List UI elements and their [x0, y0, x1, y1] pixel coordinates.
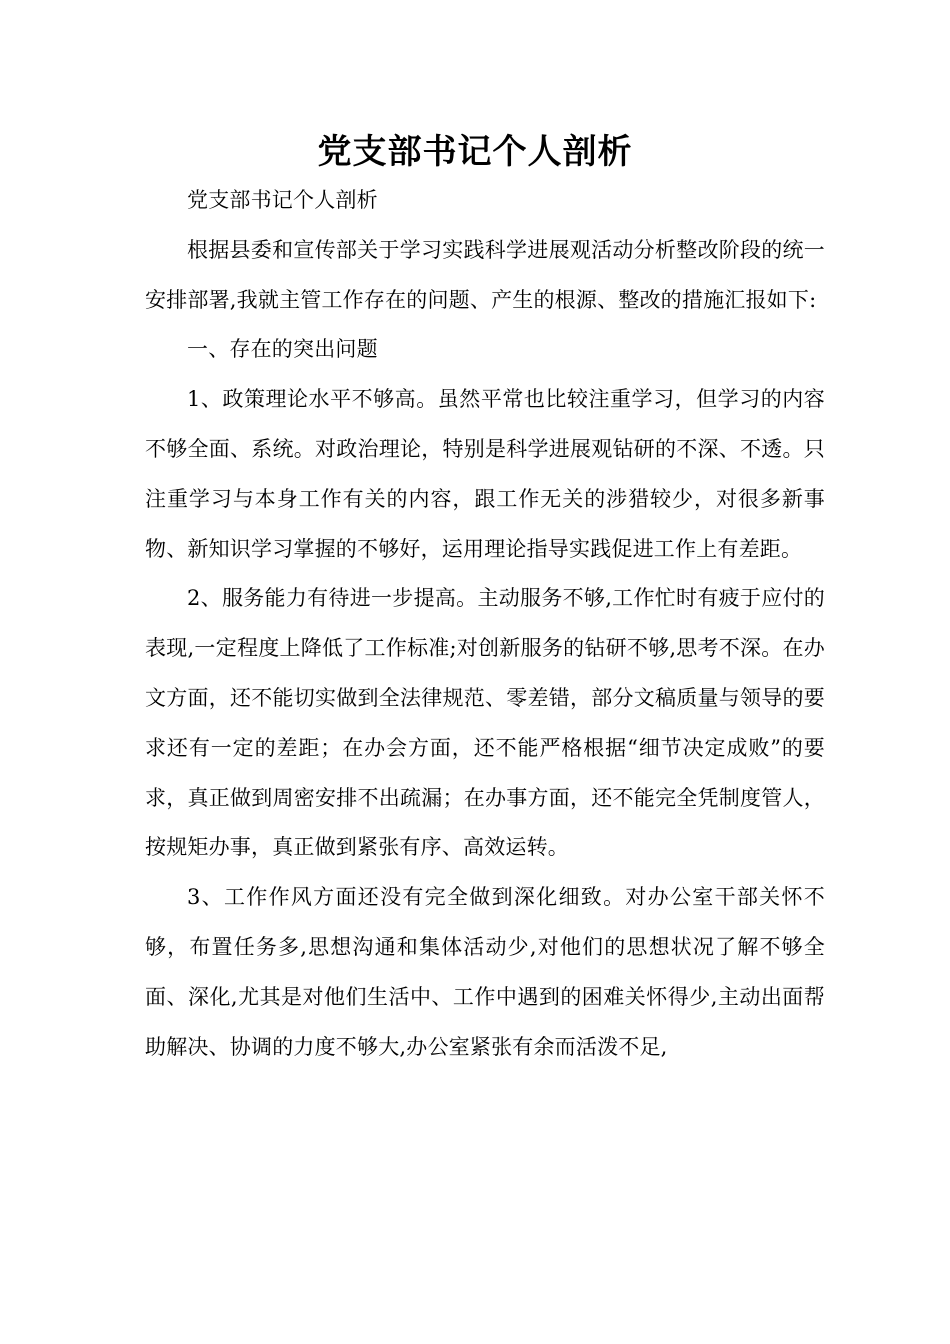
paragraph-subtitle: 党支部书记个人剖析: [187, 188, 378, 212]
paragraph-item-1: 1、政策理论水平不够高。虽然平常也比较注重学习，但学习的内容不够全面、系统。对政治理论，特别是科学进展观钻研的不深、不透。只注重学习与本身工作有关的内容，跟工作无关的涉猎较少，对很多新事物、新知识学习掌握的不够好，运用理论指导实践促进工作上有差距。: [145, 387, 825, 561]
paragraph-item-3: 3、工作作风方面还没有完全做到深化细致。对办公室干部关怀不够，布置任务多,思想沟通和集体活动少,对他们的思想状况了解不够全面、深化,尤其是对他们生活中、工作中遇到的困难关怀得少,主动出面帮助解决、协调的力度不够大,办公室紧张有余而活泼不足,: [145, 885, 825, 1059]
paragraph-intro: 根据县委和宣传部关于学习实践科学进展观活动分析整改阶段的统一安排部署,我就主管工作存在的问题、产生的根源、整改的措施汇报如下:: [145, 237, 825, 312]
document-body: [145, 176, 825, 1072]
section-heading: 一、存在的突出问题: [187, 337, 378, 362]
paragraph-item-2: 2、服务能力有待进一步提高。主动服务不够,工作忙时有疲于应付的表现,一定程度上降低了工作标准;对创新服务的钻研不够,思考不深。在办文方面，还不能切实做到全法律规范、零差错，部分文稿质量与领导的要求还有一定的差距；在办会方面，还不能严格根据“细节决定成败”的要求，真正做到周密安排不出疏漏；在办事方面，还不能完全凭制度管人，按规矩办事，真正做到紧张有序、高效运转。: [145, 586, 825, 860]
document-title: 党支部书记个人剖析: [317, 132, 633, 172]
